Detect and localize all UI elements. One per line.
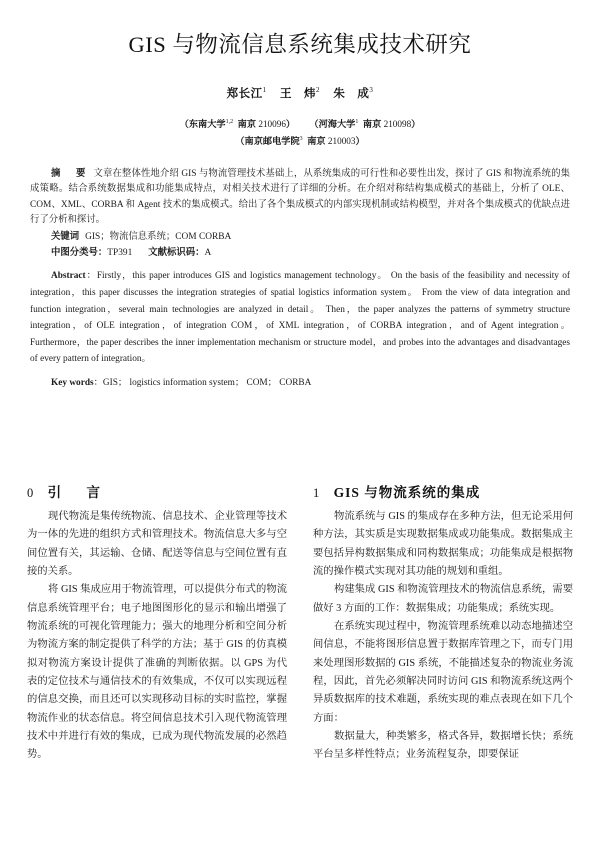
affiliation-1-postcode: 210096 (258, 119, 286, 129)
document-code-value: A (204, 248, 212, 259)
document-code-label: 文献标识码： (148, 248, 205, 259)
section-heading-1 (313, 481, 573, 501)
section-1-title: GIS 与物流系统的集成 (333, 485, 481, 500)
english-keywords (30, 375, 570, 392)
affiliation-3 (235, 136, 364, 146)
author-2 (280, 88, 320, 100)
affiliation-2 (309, 119, 420, 129)
english-abstract-label: Abstract (51, 271, 86, 282)
section-0-number: 0 (27, 486, 34, 500)
author-1-name: 郑长江 (226, 88, 263, 100)
affiliation-1-close: ） (285, 119, 296, 129)
affiliation-line-1 (0, 116, 600, 133)
author-list (0, 85, 600, 101)
right-column (313, 481, 573, 842)
author-3-name: 朱 成 (333, 88, 370, 100)
affiliation-2-postcode: 210098 (383, 119, 412, 129)
english-abstract-separator: ： (85, 271, 97, 282)
english-keywords-separator: ： (93, 377, 103, 388)
affiliation-1-marker: 1,2 (225, 118, 234, 125)
page-title: GIS 与物流信息系统集成技术研究 (128, 32, 472, 57)
chinese-abstract (30, 167, 570, 228)
chinese-keywords-text: GIS；物流信息系统；COM CORBA (85, 231, 232, 242)
affiliation-1-open: （ (179, 119, 189, 129)
english-keywords-label: Key words (51, 377, 94, 388)
left-column (27, 481, 287, 842)
chinese-abstract-text: 文章在整体性地介绍 GIS 与物流管理技术基础上，从系统集成的可行性和必要性出发，探讨了 GIS 和物流系统的集成策略。结合系统数据集成和功能集成特点，对相关技术进行了详细的分析。在介绍对称结构集成模式的基础上，分析了 OLE、COM、XML、CORBA 和 Agent 技术的集成模式。给出了各个集成模式的内部实现机制或结构模型，并对各个集成模式的优缺点进行了分析和探讨。 (30, 169, 570, 225)
affiliation-2-city: 南京 (362, 119, 382, 129)
affiliation-2-open: （ (309, 119, 319, 129)
english-abstract-text: Firstly，this paper introduces GIS and logistics management technology。 On the basis of the feasibility and necessity of integration，this paper discusses the integration strategies of spatial logistics information system。 From the view of data integration and function integration，several main technologies are analyzed in detail。 Then，the paper analyzes the patterns of symmetry structure integration，of OLE integration，of integration COM，of XML integration，of CORBA integration，and of Agent integration。 Furthermore，the paper describes the inner implementation mechanism or structure model，and probes into the advantages and disadvantages of every pattern of integration。 (30, 271, 570, 365)
english-keywords-text: GIS； logistics information system； COM； CORBA (102, 377, 312, 388)
affiliation-3-marker: 3 (299, 135, 303, 142)
author-3 (333, 88, 373, 100)
author-3-affil-marker: 3 (369, 86, 374, 95)
paragraph: 将 GIS 集成应用于物流管理，可以提供分布式的物流信息系统管理平台；电子地图图形化的显示和输出增强了物流系统的可视化管理能力；强大的地理分析和空间分析为物流方案的制定提供了科学的方法；基于 GIS 的仿真模拟对物流方案设计提供了准确的判断依据。以 GPS 为代表的定位技术与通信技术的有效集成，不仅可以实现远程的信息交换，而且还可以实现移动目标的实时监控，掌握物流作业的状态信息。将空间信息技术引入现代物流管理技术中并进行有效的集成，已成为现代物流发展的必然趋势。 (27, 584, 287, 761)
paragraph: 现代物流是集传统物流、信息技术、企业管理等技术为一体的先进的组织方式和管理技术。物流信息大多与空间位置有关，其运输、仓储、配送等信息与空间位置有直接的关系。 (27, 511, 287, 577)
affiliation-3-postcode: 210003 (327, 136, 356, 147)
english-abstract (30, 268, 570, 367)
clc-line (30, 246, 570, 261)
chinese-keywords-label: 关键词 (51, 231, 80, 242)
paragraph: 数据量大，种类繁多，格式各异，数据增长快；系统平台呈多样性特点；业务流程复杂，即要保证 (313, 730, 573, 761)
affiliation-3-open: （ (235, 136, 245, 147)
affiliation-line-2 (0, 133, 600, 150)
affiliation-1 (180, 119, 295, 129)
paragraph: 构建集成 GIS 和物流管理技术的物流信息系统，需要做好 3 方面的工作：数据集成；功能集成；系统实现。 (313, 584, 573, 614)
author-1-affil-marker: 1 (262, 86, 267, 95)
author-2-name: 王 炜 (280, 88, 316, 100)
affiliation-2-marker: 1 (355, 118, 359, 125)
author-2-affil-marker: 2 (316, 86, 320, 95)
paragraph: 在系统实现过程中，物流管理系统难以动态地描述空间信息，不能将图形信息置于数据库管理之下，而专门用来处理图形数据的 GIS 系统，不能描述复杂的物流业务流程，因此，首先必须解决同时访问 GIS 和物流系统这两个异质数据库的技术难题，系统实现的难点表现在如下几个方面： (313, 620, 573, 724)
affiliation-1-city: 南京 (237, 119, 257, 129)
chinese-abstract-block (30, 167, 570, 261)
affiliation-1-org: 东南大学 (188, 119, 226, 129)
author-1 (227, 88, 267, 100)
body-columns (27, 481, 573, 842)
affiliation-3-org: 南京邮电学院 (244, 136, 300, 147)
section-1-number: 1 (313, 486, 320, 500)
affiliation-3-close: ） (355, 136, 365, 147)
paragraph: 物流系统与 GIS 的集成存在多种方法，但无论采用何种方法，其实质是实现数据集成或功能集成。数据集成主要包括异构数据集成和同构数据集成；功能集成是根据物流的操作模式实现对其功能的规划和重组。 (313, 511, 573, 577)
chinese-abstract-label: 摘 要 (51, 169, 89, 180)
english-abstract-block (30, 268, 570, 391)
affiliation-3-city: 南京 (307, 136, 326, 147)
affiliation-block (0, 116, 600, 150)
section-heading-0 (27, 481, 287, 501)
affiliation-2-close: ） (411, 119, 421, 129)
section-0-title: 引 言 (47, 485, 107, 500)
clc-value: TP391 (107, 248, 133, 259)
affiliation-2-org: 河海大学 (318, 119, 356, 129)
chinese-keywords (30, 230, 570, 245)
clc-label: 中图分类号： (51, 248, 108, 259)
